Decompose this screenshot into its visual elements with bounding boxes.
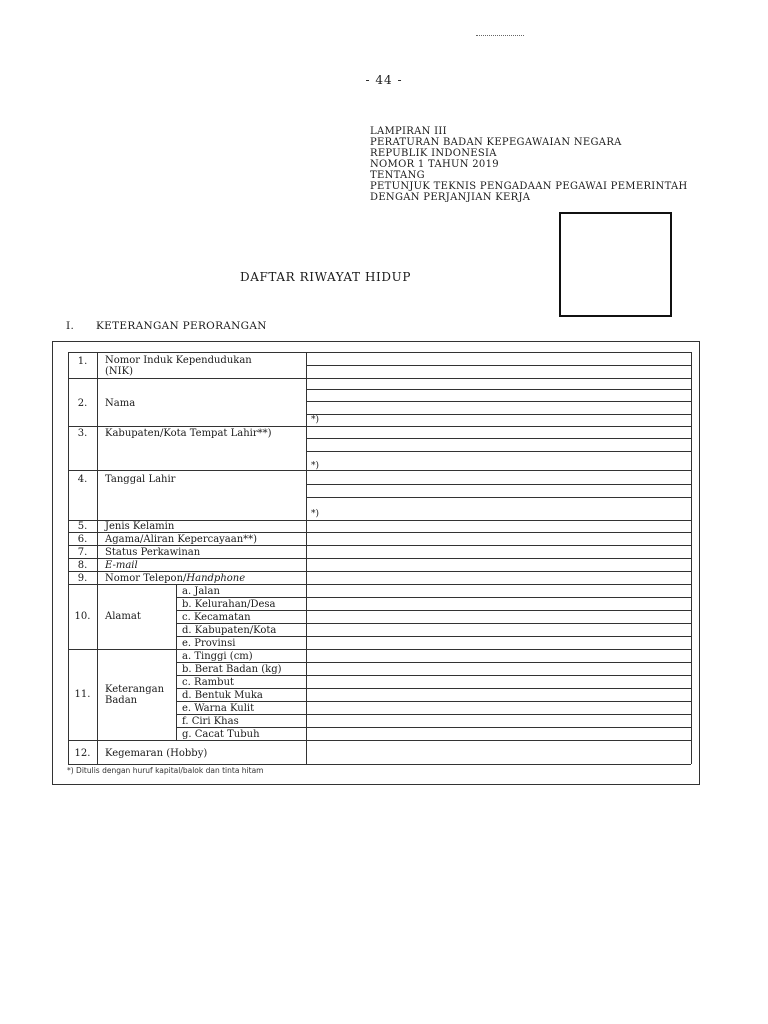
value-line (306, 426, 691, 427)
caps-note: *) (311, 461, 320, 471)
value-line (306, 558, 691, 559)
body-subitem: d. Bentuk Muka (182, 690, 263, 701)
value-line (306, 545, 691, 546)
value-line (306, 610, 691, 611)
value-line (306, 584, 691, 585)
value-line (306, 701, 691, 702)
value-line (306, 470, 691, 471)
header-line: DENGAN PERJANJIAN KERJA (370, 192, 531, 203)
row-separator (68, 558, 306, 559)
value-line (306, 389, 691, 390)
table-top-border (68, 352, 691, 353)
row-separator (68, 649, 306, 650)
form-title: DAFTAR RIWAYAT HIDUP (240, 270, 411, 284)
value-line (306, 623, 691, 624)
photo-box (559, 212, 672, 317)
row-label: Alamat (105, 611, 141, 622)
row-label: E-mail (105, 560, 138, 571)
value-line (306, 662, 691, 663)
subrow-separator (176, 610, 306, 611)
subrow-separator (176, 636, 306, 637)
row-number: 10. (74, 611, 91, 622)
row-label: Status Perkawinan (105, 547, 201, 558)
subrow-separator (176, 727, 306, 728)
section-number: I. (66, 320, 75, 332)
value-line (306, 727, 691, 728)
row-number: 6. (77, 534, 88, 545)
value-line (306, 451, 691, 452)
body-subitem: a. Tinggi (cm) (182, 651, 253, 662)
row-separator (68, 378, 306, 379)
caps-note: *) (311, 415, 320, 425)
subrow-separator (176, 688, 306, 689)
subrow-separator (176, 597, 306, 598)
row-label: Kegemaran (Hobby) (105, 748, 208, 759)
row-separator (68, 545, 306, 546)
row-separator (68, 584, 306, 585)
value-line (306, 636, 691, 637)
row-separator (68, 571, 306, 572)
value-line (306, 571, 691, 572)
body-subitem: e. Warna Kulit (182, 703, 255, 714)
row-number: 9. (77, 573, 88, 584)
subrow-separator (176, 662, 306, 663)
subrow-separator (176, 701, 306, 702)
section-label: KETERANGAN PERORANGAN (96, 320, 267, 332)
value-line (306, 532, 691, 533)
row-separator (68, 426, 306, 427)
row-label: Jenis Kelamin (105, 521, 175, 532)
row-number: 5. (77, 521, 88, 532)
address-subitem: d. Kabupaten/Kota (182, 625, 277, 636)
header-line: REPUBLIK INDONESIA (370, 148, 497, 159)
header-line: PERATURAN BADAN KEPEGAWAIAN NEGARA (370, 137, 622, 148)
value-line (306, 520, 691, 521)
row-number: 4. (77, 474, 88, 485)
body-subitem: b. Berat Badan (kg) (182, 664, 282, 675)
row-label: (NIK) (105, 366, 133, 377)
value-line (306, 675, 691, 676)
table-right-border (691, 352, 692, 764)
row-separator (68, 470, 306, 471)
page-number: - 44 - (365, 73, 403, 87)
header-line: LAMPIRAN III (370, 126, 447, 137)
value-line (306, 714, 691, 715)
form-outer-frame (52, 341, 700, 785)
footnote: *) Ditulis dengan huruf kapital/balok dan tinta hitam (67, 766, 264, 775)
value-line (306, 365, 691, 366)
scan-artifact (476, 35, 524, 36)
value-line (306, 597, 691, 598)
value-line (306, 740, 691, 741)
section-heading (66, 320, 267, 332)
row-separator (68, 520, 306, 521)
body-subitem: g. Cacat Tubuh (182, 729, 260, 740)
table-bottom-border (68, 764, 691, 765)
address-subitem: e. Provinsi (182, 638, 236, 649)
row-label: Keterangan (105, 684, 165, 695)
subrow-separator (176, 714, 306, 715)
header-line: NOMOR 1 TAHUN 2019 (370, 159, 499, 170)
header-line: PETUNJUK TEKNIS PENGADAAN PEGAWAI PEMERINTAH (370, 181, 688, 192)
header-line: TENTANG (370, 170, 425, 181)
row-label-italic: Handphone (186, 573, 246, 584)
row-label: Tanggal Lahir (105, 474, 176, 485)
value-line (306, 688, 691, 689)
row-number: 7. (77, 547, 88, 558)
value-line (306, 497, 691, 498)
value-line (306, 649, 691, 650)
row-separator (68, 740, 306, 741)
row-separator (68, 532, 306, 533)
value-line (306, 484, 691, 485)
row-number: 8. (77, 560, 88, 571)
row-label: Kabupaten/Kota Tempat Lahir**) (105, 428, 272, 439)
row-label: Nomor Induk Kependudukan (105, 355, 252, 366)
body-subitem: f. Ciri Khas (182, 716, 239, 727)
row-label-text: Nomor Telepon/ (105, 573, 187, 584)
row-number: 1. (77, 356, 88, 367)
row-label: Nama (105, 398, 136, 409)
row-number: 12. (74, 748, 91, 759)
row-label: Agama/Aliran Kepercayaan**) (105, 534, 258, 545)
value-line (306, 414, 691, 415)
address-subitem: a. Jalan (182, 586, 220, 597)
address-subitem: b. Kelurahan/Desa (182, 599, 276, 610)
body-subitem: c. Rambut (182, 677, 235, 688)
row-number: 3. (77, 428, 88, 439)
row-label (105, 573, 245, 584)
regulation-header (370, 126, 688, 203)
row-label: Badan (105, 695, 138, 706)
row-number: 11. (74, 689, 91, 700)
caps-note: *) (311, 509, 320, 519)
value-line (306, 401, 691, 402)
row-number: 2. (77, 398, 88, 409)
subrow-separator (176, 623, 306, 624)
value-line (306, 378, 691, 379)
subrow-separator (176, 675, 306, 676)
address-subitem: c. Kecamatan (182, 612, 251, 623)
value-line (306, 438, 691, 439)
